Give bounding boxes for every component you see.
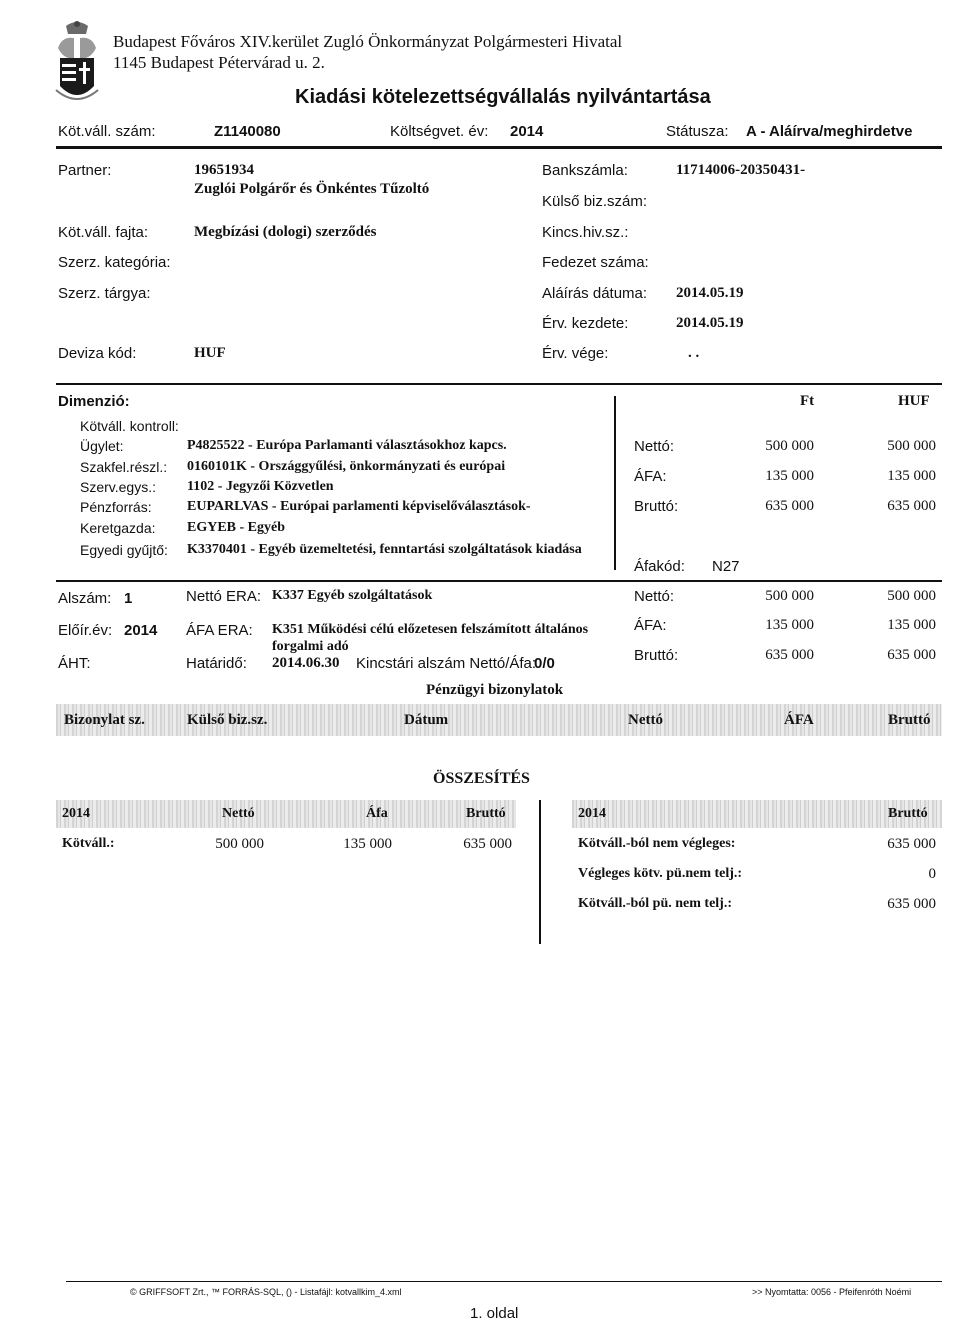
page-title: Kiadási kötelezettségvállalás nyilvántartása [295, 86, 711, 108]
egyedi-label: Egyedi gyűjtő: [80, 542, 168, 558]
fedezet-label: Fedezet száma: [542, 254, 649, 271]
osszesites-kotvall-afa: 135 000 [343, 836, 392, 852]
kulso-biz-label: Külső biz.szám: [542, 193, 648, 210]
szerz-kategoria-label: Szerz. kategória: [58, 254, 171, 271]
dim-brutto-ft: 635 000 [765, 498, 814, 514]
kotvall-kontroll-label: Kötváll. kontroll: [80, 418, 179, 434]
dim-afa-huf: 135 000 [887, 468, 936, 484]
osszesites-right-header-band [572, 800, 942, 828]
dim-netto-huf: 500 000 [887, 438, 936, 454]
osszesites-kotvall-netto: 500 000 [215, 836, 264, 852]
kincstari-value: 0/0 [534, 655, 555, 672]
keretgazda-label: Keretgazda: [80, 520, 156, 536]
alszam-afa-ft: 135 000 [765, 617, 814, 633]
bizonylatok-col-afa: ÁFA [784, 712, 814, 728]
osszesites-pu-nem-telj-label: Kötváll.-ból pü. nem telj.: [578, 896, 732, 911]
coat-of-arms-logo [52, 18, 102, 106]
dimenzio-col-huf: HUF [898, 393, 930, 409]
penzforras-value: EUPARLVAS - Európai parlamenti képviselőválasztások- [187, 499, 531, 514]
afa-era-value-1: K351 Működési célú előzetesen felszámított általános [272, 622, 589, 637]
hatarido-value: 2014.06.30 [272, 655, 340, 671]
dim-brutto-label: Bruttó: [634, 498, 679, 515]
footer-printed-by: >> Nyomtatta: 0056 - Pfeifenróth Noémi [752, 1287, 912, 1297]
osszesites-vegleges-value: 0 [928, 866, 936, 882]
szerv-value: 1102 - Jegyzői Közvetlen [187, 479, 334, 494]
erv-vege-label: Érv. vége: [542, 345, 609, 362]
alszam-afa-huf: 135 000 [887, 617, 936, 633]
szerv-label: Szerv.egys.: [80, 479, 156, 495]
ugylet-value: P4825522 - Európa Parlamanti választásokhoz kapcs. [187, 438, 507, 453]
page-number: 1. oldal [470, 1305, 519, 1322]
alairas-label: Aláírás dátuma: [542, 285, 648, 302]
szakfel-label: Szakfel.részl.: [80, 459, 168, 475]
osszesites-left-netto: Nettó [222, 806, 255, 821]
osszesites-nem-vegleges-label: Kötváll.-ból nem végleges: [578, 836, 736, 851]
aht-label: ÁHT: [58, 655, 91, 672]
osszesites-kotvall-label: Kötváll.: [62, 836, 115, 851]
erv-kezdete-label: Érv. kezdete: [542, 315, 629, 332]
alairas-value: 2014.05.19 [676, 285, 744, 301]
afakod-label: Áfakód: [634, 558, 685, 575]
eloir-value: 2014 [124, 622, 158, 639]
osszesites-divider [539, 800, 541, 944]
alszam-brutto-ft: 635 000 [765, 647, 814, 663]
footer-software: © GRIFFSOFT Zrt., ™ FORRÁS-SQL, () - Listafájl: kotvallkim_4.xml [130, 1287, 402, 1297]
kotvall-fajta-label: Köt.váll. fajta: [58, 224, 149, 241]
dimenzio-title: Dimenzió: [58, 393, 130, 410]
osszesites-left-afa: Áfa [366, 806, 388, 821]
osszesites-left-year: 2014 [62, 806, 90, 821]
osszesites-left-header-band [56, 800, 516, 828]
bizonylatok-col-netto: Nettó [628, 712, 663, 728]
afakod-value: N27 [712, 558, 740, 575]
dimenzio-col-ft: Ft [800, 393, 815, 409]
statusz-label: Státusza: [666, 123, 729, 140]
erv-vege-value: . . [688, 345, 700, 361]
osszesites-vegleges-label: Végleges kötv. pü.nem telj.: [578, 866, 743, 881]
alszam-value: 1 [124, 590, 133, 607]
alszam-divider [56, 580, 942, 582]
org-name: Budapest Főváros XIV.kerület Zugló Önkormányzat Polgármesteri Hivatal [113, 32, 623, 51]
alszam-afa-label: ÁFA: [634, 617, 667, 634]
partner-id: 19651934 [194, 162, 254, 178]
szakfel-value: 0160101K - Országgyűlési, önkormányzati és európai [187, 459, 506, 474]
osszesites-left-brutto: Bruttó [466, 806, 506, 821]
alszam-brutto-label: Bruttó: [634, 647, 679, 664]
afa-era-label: ÁFA ERA: [186, 622, 253, 639]
deviza-label: Deviza kód: [58, 345, 137, 362]
keretgazda-value: EGYEB - Egyéb [187, 520, 286, 535]
dim-netto-ft: 500 000 [765, 438, 814, 454]
footer-divider [66, 1281, 942, 1282]
bizonylatok-col-datum: Dátum [404, 712, 449, 728]
osszesites-title: ÖSSZESÍTÉS [433, 770, 530, 787]
netto-era-value: K337 Egyéb szolgáltatások [272, 588, 433, 603]
ugylet-label: Ügylet: [80, 438, 124, 454]
dimenzio-column-divider [614, 396, 616, 570]
bizonylatok-col-bizonylat: Bizonylat sz. [64, 712, 145, 728]
org-address: 1145 Budapest Pétervárad u. 2. [113, 53, 325, 72]
afa-era-value-2: forgalmi adó [272, 639, 349, 654]
eloir-label: Előír.év: [58, 622, 113, 639]
koltsegvet-ev-label: Költségvet. év: [390, 123, 489, 140]
osszesites-pu-nem-telj-value: 635 000 [887, 896, 936, 912]
kincstari-label: Kincstári alszám Nettó/Áfa: [356, 655, 537, 672]
kotvall-szam-value: Z1140080 [214, 123, 281, 140]
koltsegvet-ev-value: 2014 [510, 123, 544, 140]
statusz-value: A - Aláírva/meghirdetve [746, 123, 913, 140]
alszam-netto-huf: 500 000 [887, 588, 936, 604]
osszesites-kotvall-brutto: 635 000 [463, 836, 512, 852]
bizonylatok-col-kulso: Külső biz.sz. [187, 712, 268, 728]
osszesites-nem-vegleges-value: 635 000 [887, 836, 936, 852]
alszam-netto-label: Nettó: [634, 588, 675, 605]
bizonylatok-col-brutto: Bruttó [888, 712, 931, 728]
header-divider [56, 146, 942, 149]
erv-kezdete-value: 2014.05.19 [676, 315, 744, 331]
penzforras-label: Pénzforrás: [80, 499, 152, 515]
dim-afa-label: ÁFA: [634, 468, 667, 485]
kotvall-fajta-value: Megbízási (dologi) szerződés [194, 224, 377, 240]
dim-afa-ft: 135 000 [765, 468, 814, 484]
deviza-value: HUF [194, 345, 226, 361]
dimenzio-divider [56, 383, 942, 385]
netto-era-label: Nettó ERA: [186, 588, 262, 605]
osszesites-right-year: 2014 [578, 806, 606, 821]
bizonylatok-title: Pénzügyi bizonylatok [426, 682, 564, 698]
osszesites-right-brutto: Bruttó [888, 806, 928, 821]
szerz-targya-label: Szerz. tárgya: [58, 285, 151, 302]
bankszamla-label: Bankszámla: [542, 162, 628, 179]
dim-netto-label: Nettó: [634, 438, 675, 455]
alszam-brutto-huf: 635 000 [887, 647, 936, 663]
kotvall-szam-label: Köt.váll. szám: [58, 123, 156, 140]
bankszamla-value: 11714006-20350431- [676, 162, 806, 178]
egyedi-value: K3370401 - Egyéb üzemeltetési, fenntartási szolgáltatások kiadása [187, 542, 582, 557]
kincs-hiv-label: Kincs.hiv.sz.: [542, 224, 629, 241]
partner-name: Zuglói Polgárőr és Önkéntes Tűzoltó [194, 181, 430, 197]
alszam-netto-ft: 500 000 [765, 588, 814, 604]
dim-brutto-huf: 635 000 [887, 498, 936, 514]
alszam-label: Alszám: [58, 590, 112, 607]
partner-label: Partner: [58, 162, 112, 179]
hatarido-label: Határidő: [186, 655, 247, 672]
